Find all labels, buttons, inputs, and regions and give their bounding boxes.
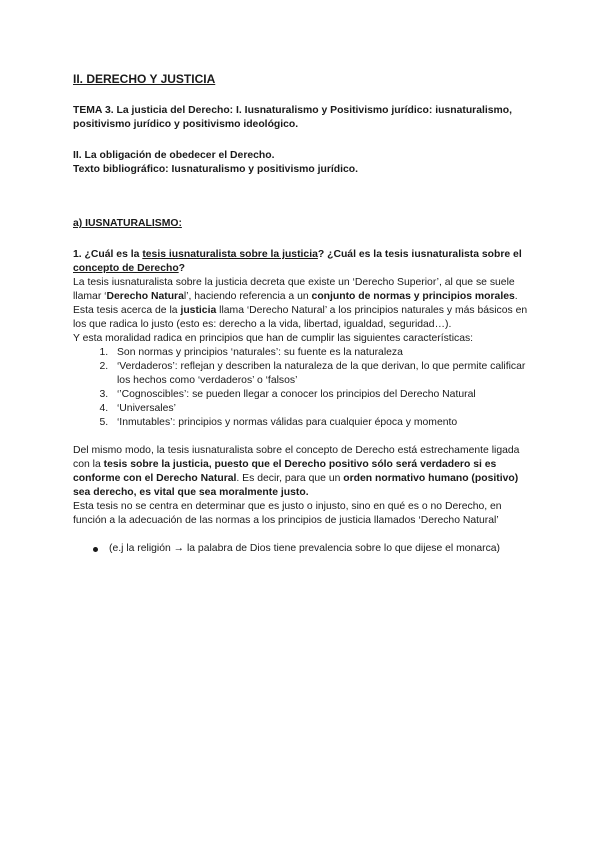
question-text-2: ? ¿Cuál es la tesis iusnaturalista sobre el	[317, 249, 522, 260]
section-heading: a) IUSNATURALISMO:	[73, 218, 182, 229]
topic-heading: TEMA 3. La justicia del Derecho: I. Iusnaturalismo y Positivismo jurídico: iusnaturalismo, positivismo jurídico y positivismo ideológico.	[73, 105, 513, 130]
example-bullet-list	[73, 542, 533, 556]
document-title: II. DERECHO Y JUSTICIA	[73, 72, 216, 86]
paragraph-law-concept	[73, 444, 533, 500]
subtopic-line-1: II. La obligación de obedecer el Derecho.	[73, 150, 275, 161]
document-content	[73, 72, 533, 556]
para3-bold-2: , puesto que el Derecho positivo sólo será verdadero si es conforme con el Derecho Natural	[73, 459, 497, 484]
para3-bold-1: tesis sobre la justicia	[103, 459, 209, 470]
list-item: 5. ‘Inmutables’: principios y normas válidas para cualquier época y momento	[111, 416, 533, 430]
question-text-3: ?	[178, 263, 186, 274]
question-text-1: 1. ¿Cuál es la	[73, 249, 143, 260]
para1-bold-2: conjunto de normas y principios morales	[311, 291, 515, 302]
para1-text-4: llama ‘Derecho Natural’ a los principios naturales y más básicos en los que radica lo justo (esto es: derecho a la vida, libertad, igualdad, seguridad…).	[73, 305, 528, 330]
para1-bold-1: Derecho Natura	[106, 291, 184, 302]
question-heading	[73, 248, 533, 276]
para1-bold-3: justicia	[180, 305, 217, 316]
para3-text-2: . Es decir, para que un	[236, 473, 344, 484]
para3-text-1: Del mismo modo, la tesis iusnaturalista sobre el concepto de Derecho está estrechamente ligada con la	[73, 445, 520, 470]
spacer	[73, 430, 533, 444]
list-item	[93, 542, 533, 556]
bullet-dot-icon	[93, 547, 98, 552]
list-item: 1. Son normas y principios ‘naturales’: su fuente es la naturaleza	[111, 346, 533, 360]
bullet-text: (e.j la religión → la palabra de Dios tiene prevalencia sobre lo que dijese el monarca)	[109, 543, 501, 554]
paragraph-thesis-focus: Esta tesis no se centra en determinar que es justo o injusto, sino en qué es o no Derecho, en función a la adecuación de las normas a los principios de justicia llamados ‘Derecho Natural’	[73, 501, 502, 526]
characteristics-list	[73, 346, 533, 430]
para1-text-2: l’, haciendo referencia a un	[183, 291, 312, 302]
subtopic-line-2: Texto bibliográfico: Iusnaturalismo y positivismo jurídico.	[73, 164, 359, 175]
spacer	[73, 528, 533, 542]
subtopic-heading	[73, 149, 533, 177]
question-underlined-2: concepto de Derecho	[73, 263, 179, 274]
paragraph-characteristics-intro: Y esta moralidad radica en principios que han de cumplir las siguientes características:	[73, 333, 474, 344]
para1-text-3: . Esta tesis acerca de la	[73, 291, 518, 316]
question-underlined-1: tesis iusnaturalista sobre la justicia	[142, 249, 318, 260]
para3-bold-3: orden normativo humano (positivo) sea derecho, es vital que sea moralmente justo.	[73, 473, 519, 498]
list-item: 4. ‘Universales’	[111, 402, 533, 416]
paragraph-justice-thesis	[73, 276, 533, 332]
list-item: 2. ‘Verdaderos’: reflejan y describen la naturaleza de la que derivan, lo que permite calificar los hechos como ‘verdaderos’ o ‘falsos’	[111, 360, 533, 388]
para1-text-1: La tesis iusnaturalista sobre la justicia decreta que existe un ‘Derecho Superior’, al que se suele llamar ‘	[73, 277, 515, 302]
list-item: 3. ‘’Cognoscibles’: se pueden llegar a conocer los principios del Derecho Natural	[111, 388, 533, 402]
